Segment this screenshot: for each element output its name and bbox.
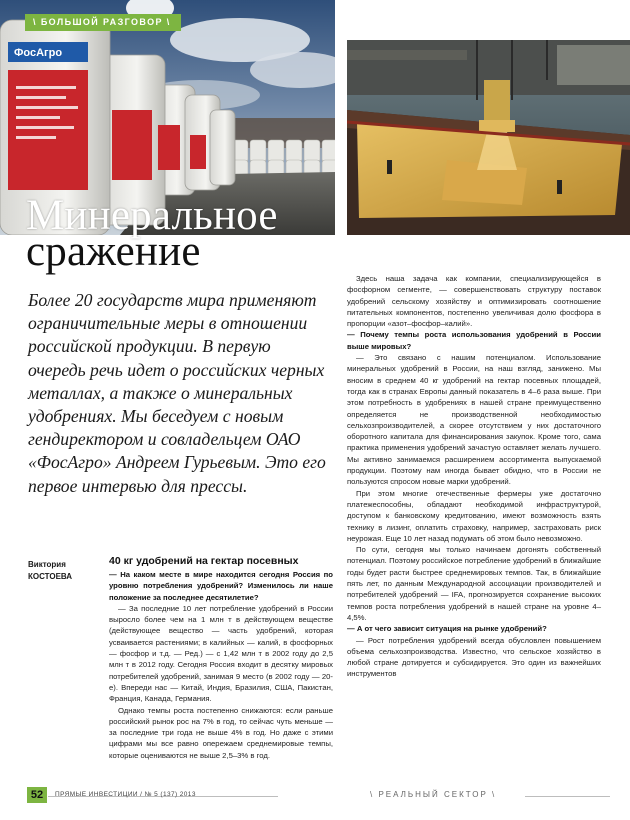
- section-rubric: [25, 14, 181, 31]
- body-paragraph: — За последние 10 лет потребление удобрений в России выросло более чем на 1 млн т в действующем веществе (действующее вещество — часть удобрений, которая усваивается растениями; в калийных — калий, в фосфорных — фосфор и т.д. — Ред.) — с 1,42 млн т в 2002 году до 2,5 млн т в 2012 году. Сегодня Россия входит в десятку мировых потребителей удобрений, занимая 9 место (в 2002 году — 20-е). Впереди нас — Китай, Индия, Бразилия, США, Пакистан, Франция, Канада, Германия.: [109, 603, 333, 704]
- headline-line-2: сражение: [26, 228, 201, 275]
- body-paragraph: Здесь наша задача как компании, специализирующейся в фосфорном сегменте, — совершенствовать структуру поставок удобрений сельскому хозяйству и оптимизировать соотношение питательных компонентов, постепенно увеличивая долю фосфора в пропорции «азот–фосфор–калий».: [347, 274, 601, 329]
- interview-question: — На каком месте в мире находится сегодня Россия по уровню потребления удобрений? Изменилось ли наше положение за последнее десятилетие?: [109, 570, 333, 602]
- rubric-label: БОЛЬШОЙ РАЗГОВОР: [40, 17, 163, 27]
- interview-question: — А от чего зависит ситуация на рынке удобрений?: [347, 624, 547, 634]
- lead-paragraph: Более 20 государств мира применяют ограничительные меры в отношении российской продукции. В первую очередь речь идет о российских черных металлах, а также о минеральных удобрениях. Мы беседуем с новым гендиректором и совладельцем ОАО «ФосАгро» Андреем Гурьевым. Это его первое интервью для прессы.: [28, 290, 326, 496]
- author-byline: [28, 559, 72, 583]
- subheading: 40 кг удобрений на гектар посевных: [109, 555, 299, 567]
- footer-divider-right: [525, 796, 610, 797]
- interview-question: — Почему темпы роста использования удобрений в России выше мировых?: [347, 330, 601, 351]
- rubric-suffix: \: [166, 17, 171, 27]
- author-first-name: Виктория: [28, 560, 66, 569]
- page-number: 52: [27, 787, 47, 803]
- sack-brand-text: ФосАгро: [14, 47, 63, 59]
- body-column-right: [347, 273, 601, 680]
- body-paragraph: — Рост потребления удобрений всегда обусловлен повышением объема сельхозпроизводства. Известно, что сельское хозяйство в любой стране дотируется и субсидируется. Это один из важнейших инструментов: [347, 635, 601, 679]
- magazine-issue: ПРЯМЫЕ ИНВЕСТИЦИИ / № 5 (137) 2013: [55, 791, 196, 798]
- headline-line-1: Минеральное: [26, 192, 278, 239]
- body-paragraph: При этом многие отечественные фермеры уже достаточно платежеспособны, обладают необходимой инфраструктурой, доступом к банковскому кредитованию, имеют возможность взять технику в лизинг, оплатить страховку, например, застраховать риск неурожая. Еще 10 лет назад подумать об этом было невозможно.: [347, 488, 601, 543]
- photo-barge-loading: [347, 40, 630, 235]
- body-paragraph: По сути, сегодня мы только начинаем догонять собственный потенциал. Поэтому российское потребление удобрений в ближайшие годы будет расти быстрее среднемировых темпов. Так, в ближайшие пять лет, по данным Международной ассоциации производителей и потребителей удобрений — IFA, прогнозируется сохранение высоких темпов роста потребления удобрений в нашей стране на уровне 4–4,5%.: [347, 545, 601, 622]
- rubric-prefix: \: [33, 17, 37, 27]
- body-paragraph: — Это связано с нашим потенциалом. Использование минеральных удобрений в России, на наш взгляд, занижено. Мы вносим в среднем 40 кг удобрений на гектар посевных площадей, тогда как в странах Европы данный показатель в 4–6 раза выше. При этом потребность в удобрениях в нашей стране преимущественно определяется не производственной необходимостью сельхозпроизводителей, а скорее отсутствием у них достаточного оборотного капитала для финансирования закупок. Кроме того, сама практика применения удобрений зачастую оставляет желать лучшего. Мы активно занимаемся расширением ассортимента выпускаемой продукции. Поэтому нам иногда бывает обидно, что в России не пользуются спросом новые марки удобрений.: [347, 353, 601, 487]
- body-column-middle: [109, 555, 333, 761]
- body-paragraph: Однако темпы роста постепенно снижаются: если раньше российский рынок рос на 7% в год, то сейчас чуть меньше — за последние три года не выше 4% в год. Но даже с этими цифрами мы все равно опережаем среднемировые темпы, которые оцениваются не выше 2,5–3% в год.: [109, 705, 333, 760]
- footer-section-name: \ РЕАЛЬНЫЙ СЕКТОР \: [370, 790, 497, 799]
- author-last-name: КОСТОЕВА: [28, 572, 73, 581]
